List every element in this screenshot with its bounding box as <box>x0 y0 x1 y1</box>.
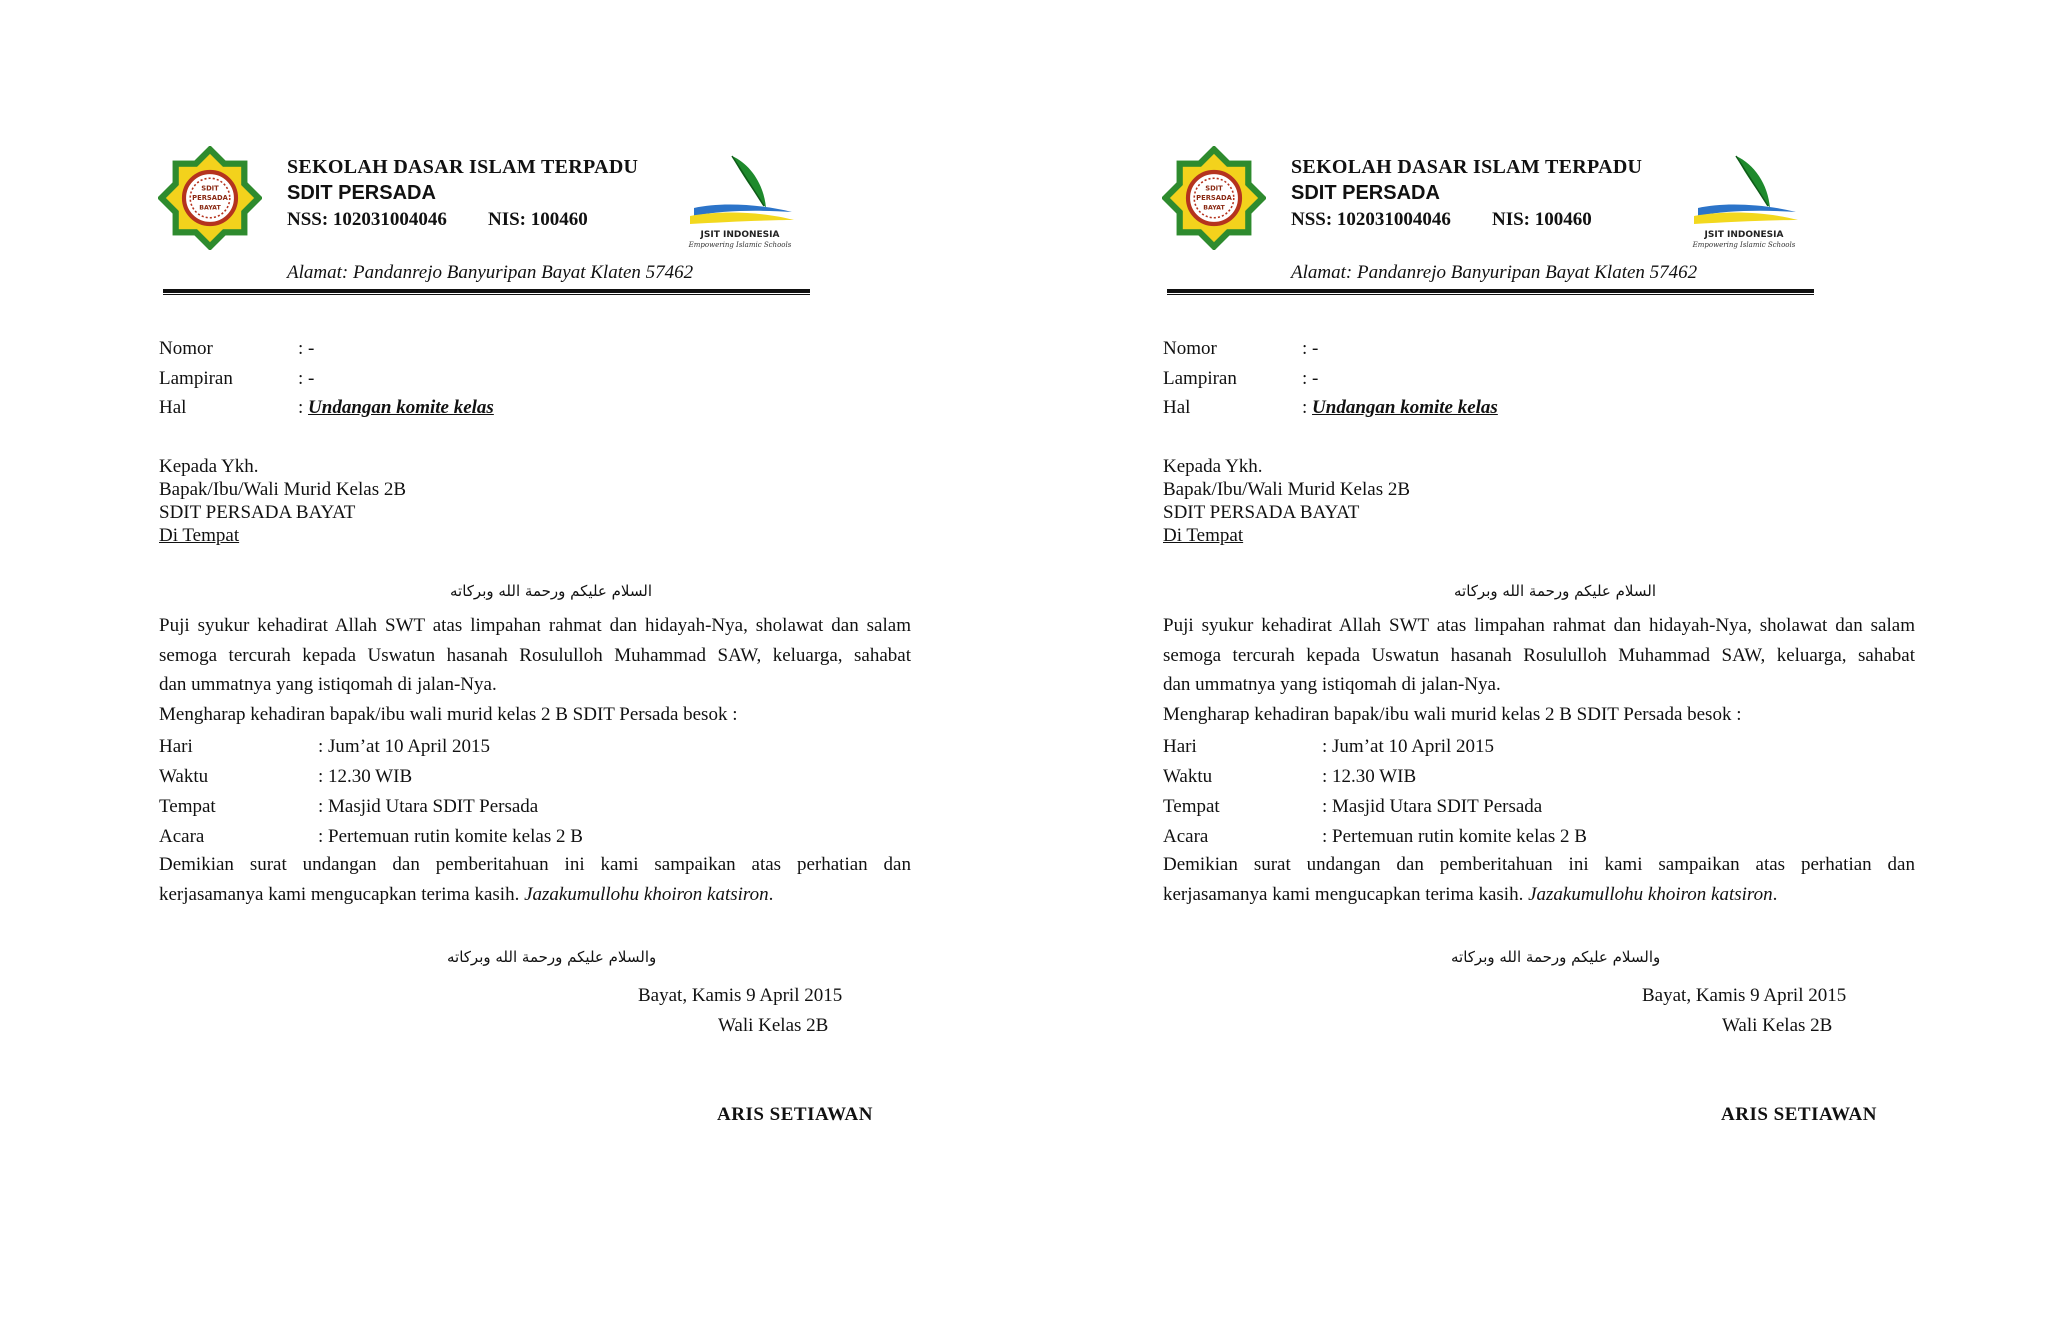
greeting-close-arabic: والسلام عليكم ورحمة الله وبركاته <box>1451 948 1661 966</box>
greeting-open-arabic: السلام عليكم ورحمة الله وبركاته <box>450 582 652 600</box>
star-emblem-logo <box>1162 146 1266 250</box>
school-name-heading: SDIT PERSADA <box>1291 182 1440 204</box>
detail-label-acara: Acara <box>159 826 205 847</box>
recipient-line-4: Di Tempat <box>1163 525 1244 546</box>
detail-label-tempat: Tempat <box>1163 796 1220 817</box>
nis-number: NIS: 100460 <box>488 209 588 230</box>
intro-line-1: Puji syukur kehadirat Allah SWT atas limpahan rahmat dan hidayah-Nya, sholawat dan salam <box>159 615 911 636</box>
recipient-line-2: Bapak/Ibu/Wali Murid Kelas 2B <box>159 479 407 500</box>
meta-value-lampiran: : - <box>1302 368 1319 389</box>
meta-label-lampiran: Lampiran <box>159 368 233 389</box>
recipient-line-2: Bapak/Ibu/Wali Murid Kelas 2B <box>1163 479 1411 500</box>
signatory-name: ARIS SETIAWAN <box>717 1104 873 1125</box>
logo-left-text-3: BAYAT <box>199 204 221 212</box>
school-type-heading: SEKOLAH DASAR ISLAM TERPADU <box>287 156 639 178</box>
logo-right-text-1: JSIT INDONESIA <box>700 230 780 240</box>
hal-subject: Undangan komite kelas <box>1312 397 1498 418</box>
invitation-letter-left <box>0 0 1000 1340</box>
closing-paragraph <box>1163 850 1915 909</box>
detail-value-acara: : Pertemuan rutin komite kelas 2 B <box>318 826 583 847</box>
logo-right-text-1: JSIT INDONESIA <box>1704 230 1784 240</box>
greeting-close-arabic: والسلام عليكم ورحمة الله وبركاته <box>447 948 657 966</box>
detail-value-hari: : Jum’at 10 April 2015 <box>318 736 491 757</box>
signatory-name: ARIS SETIAWAN <box>1721 1104 1877 1125</box>
closing-period: . <box>1772 883 1778 905</box>
closing-prayer: Jazakumullohu khoiron katsiron <box>524 883 769 905</box>
intro-paragraph <box>1163 611 1915 729</box>
nss-number: NSS: 102031004046 <box>1291 209 1451 230</box>
closing-paragraph <box>159 850 911 909</box>
recipient-line-3: SDIT PERSADA BAYAT <box>159 502 356 523</box>
school-address: Alamat: Pandanrejo Banyuripan Bayat Klaten 57462 <box>287 262 694 283</box>
place-date: Bayat, Kamis 9 April 2015 <box>1642 985 1847 1006</box>
closing-line-1: Demikian surat undangan dan pemberitahuan ini kami sampaikan atas perhatian dan <box>159 854 911 875</box>
intro-line-1: Puji syukur kehadirat Allah SWT atas limpahan rahmat dan hidayah-Nya, sholawat dan salam <box>1163 615 1915 636</box>
place-date: Bayat, Kamis 9 April 2015 <box>638 985 843 1006</box>
detail-label-tempat: Tempat <box>159 796 216 817</box>
meta-value-hal <box>1302 397 1498 419</box>
meta-label-hal: Hal <box>159 397 187 418</box>
logo-right-text-2: Empowering Islamic Schools <box>688 241 792 249</box>
detail-label-waktu: Waktu <box>159 766 209 787</box>
detail-label-hari: Hari <box>159 736 193 757</box>
detail-value-waktu: : 12.30 WIB <box>1322 766 1417 787</box>
closing-text: kerjasamanya kami mengucapkan terima kasih. <box>159 883 525 905</box>
closing-line-2 <box>159 880 911 910</box>
hal-colon: : <box>298 397 309 418</box>
nis-number: NIS: 100460 <box>1492 209 1592 230</box>
intro-line-2: semoga tercurah kepada Uswatun hasanah Rosululloh Muhammad SAW, keluarga, sahabat <box>159 644 911 666</box>
meta-label-hal: Hal <box>1163 397 1191 418</box>
greeting-open-arabic: السلام عليكم ورحمة الله وبركاته <box>1454 582 1656 600</box>
jsit-feather-logo <box>1684 150 1804 250</box>
hal-colon: : <box>1302 397 1313 418</box>
school-type-heading: SEKOLAH DASAR ISLAM TERPADU <box>1291 156 1643 178</box>
logo-left-text-2: PERSADA <box>1196 194 1232 203</box>
school-address: Alamat: Pandanrejo Banyuripan Bayat Klaten 57462 <box>1291 262 1698 283</box>
detail-label-waktu: Waktu <box>1163 766 1213 787</box>
meta-value-nomor: : - <box>298 338 315 359</box>
logo-left-text-2: PERSADA <box>192 194 228 203</box>
closing-text: kerjasamanya kami mengucapkan terima kasih. <box>1163 883 1529 905</box>
intro-line-4: Mengharap kehadiran bapak/ibu wali murid kelas 2 B SDIT Persada besok : <box>159 703 738 725</box>
meta-value-hal <box>298 397 494 419</box>
meta-value-lampiran: : - <box>298 368 315 389</box>
header-divider <box>1167 289 1814 295</box>
closing-period: . <box>768 883 774 905</box>
header-divider <box>163 289 810 295</box>
closing-prayer: Jazakumullohu khoiron katsiron <box>1528 883 1773 905</box>
detail-label-acara: Acara <box>1163 826 1209 847</box>
intro-line-2: semoga tercurah kepada Uswatun hasanah Rosululloh Muhammad SAW, keluarga, sahabat <box>1163 644 1915 666</box>
detail-value-waktu: : 12.30 WIB <box>318 766 413 787</box>
detail-value-tempat: : Masjid Utara SDIT Persada <box>1322 796 1543 817</box>
logo-left-text-1: SDIT <box>1205 184 1223 193</box>
star-emblem-logo <box>158 146 262 250</box>
invitation-letter-right <box>1004 0 2004 1340</box>
recipient-line-1: Kepada Ykh. <box>159 456 259 477</box>
jsit-feather-logo <box>680 150 800 250</box>
detail-value-acara: : Pertemuan rutin komite kelas 2 B <box>1322 826 1587 847</box>
intro-line-3: dan ummatnya yang istiqomah di jalan-Nya. <box>1163 674 1501 695</box>
signer-position: Wali Kelas 2B <box>1722 1015 1833 1036</box>
intro-paragraph <box>159 611 911 729</box>
meta-label-lampiran: Lampiran <box>1163 368 1237 389</box>
detail-value-tempat: : Masjid Utara SDIT Persada <box>318 796 539 817</box>
closing-line-2 <box>1163 880 1915 910</box>
hal-subject: Undangan komite kelas <box>308 397 494 418</box>
recipient-line-1: Kepada Ykh. <box>1163 456 1263 477</box>
meta-value-nomor: : - <box>1302 338 1319 359</box>
closing-line-1: Demikian surat undangan dan pemberitahuan ini kami sampaikan atas perhatian dan <box>1163 854 1915 875</box>
intro-line-3: dan ummatnya yang istiqomah di jalan-Nya. <box>159 674 497 695</box>
detail-label-hari: Hari <box>1163 736 1197 757</box>
logo-left-text-3: BAYAT <box>1203 204 1225 212</box>
logo-right-text-2: Empowering Islamic Schools <box>1692 241 1796 249</box>
school-name-heading: SDIT PERSADA <box>287 182 436 204</box>
intro-line-4: Mengharap kehadiran bapak/ibu wali murid kelas 2 B SDIT Persada besok : <box>1163 703 1742 725</box>
meta-label-nomor: Nomor <box>159 338 213 359</box>
nss-number: NSS: 102031004046 <box>287 209 447 230</box>
detail-value-hari: : Jum’at 10 April 2015 <box>1322 736 1495 757</box>
logo-left-text-1: SDIT <box>201 184 219 193</box>
meta-label-nomor: Nomor <box>1163 338 1217 359</box>
recipient-line-3: SDIT PERSADA BAYAT <box>1163 502 1360 523</box>
recipient-line-4: Di Tempat <box>159 525 240 546</box>
signer-position: Wali Kelas 2B <box>718 1015 829 1036</box>
